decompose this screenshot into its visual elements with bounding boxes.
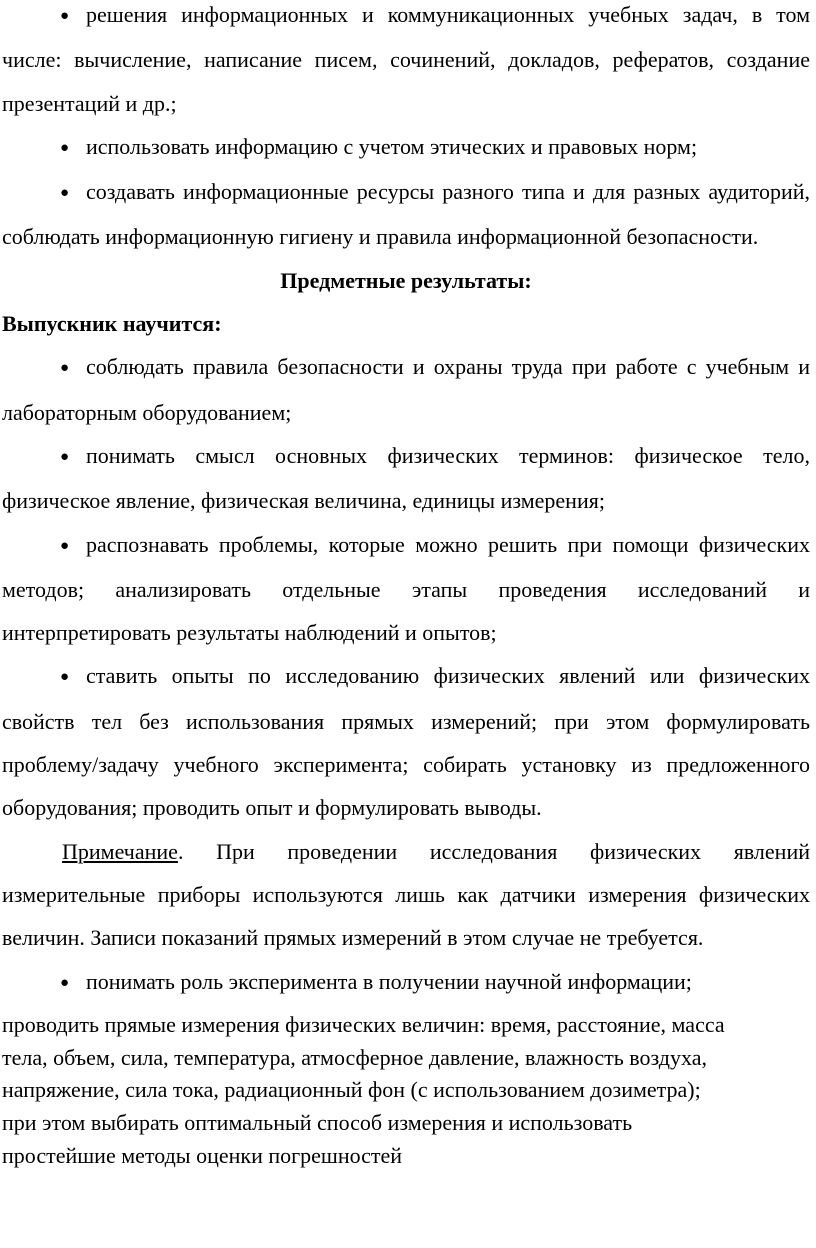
section-heading: Предметные результаты: [280,267,532,293]
bullet-dot-icon: ● [60,139,70,156]
list-item-text: понимать смысл основных физических терминов: физическое тело, физическое явление, физическая величина, единицы измерения; [2,442,810,514]
bullet-dot-icon: ● [60,185,70,202]
list-item [2,0,810,125]
closing-line: проводить прямые измерения физических величин: время, расстояние, масса [2,1011,725,1037]
bullet-dot-icon: ● [60,360,70,377]
list-item [2,125,810,170]
closing-line: тела, объем, сила, температура, атмосферное давление, влажность воздуха, [2,1044,707,1070]
list-item [2,170,810,259]
note-paragraph [2,830,810,960]
bullet-dot-icon: ● [60,669,70,686]
section-subheading: Выпускник научится: [2,311,222,337]
list-item-text: ставить опыты по исследованию физических явлений или физических свойств тел без использования прямых измерений; при этом формулировать проблему/задачу учебного эксперимента; собирать установку из предложенного оборудования; проводить опыт и формулировать выводы. [2,663,810,821]
closing-line: напряжение, сила тока, радиационный фон (с использованием дозиметра); [2,1077,701,1103]
bullet-dot-icon: ● [60,8,70,24]
list-item [2,654,810,829]
list-item [2,434,810,523]
list-item [2,960,810,1005]
list-item-text: понимать роль эксперимента в получении научной информации; [86,968,692,994]
bullet-dot-icon: ● [60,974,70,991]
note-label: Примечание [62,838,178,864]
bullet-dot-icon: ● [60,537,70,554]
closing-line: при этом выбирать оптимальный способ измерения и использовать [2,1109,633,1135]
list-item-text: использовать информацию с учетом этических и правовых норм; [86,133,698,159]
bullet-dot-icon: ● [60,448,70,465]
closing-paragraph [2,1005,810,1173]
list-item [2,345,810,434]
note-text: . При проведении исследования физических явлений измерительные приборы используются лишь как датчики измерения физических величин. Записи показаний прямых измерений в этом случае не требуется. [2,838,810,951]
list-item-text: распознавать проблемы, которые можно решить при помощи физических методов; анализировать отдельные этапы проведения исследований и интерпретировать результаты наблюдений и опытов; [2,531,810,646]
list-item-text: решения информационных и коммуникационных учебных задач, в том числе: вычисление, написание писем, сочинений, докладов, рефератов, создание презентаций и др.; [2,2,810,116]
closing-line: простейшие методы оценки погрешностей [2,1142,403,1168]
list-item-text: создавать информационные ресурсы разного типа и для разных аудиторий, соблюдать информационную гигиену и правила информационной безопасности. [2,179,810,250]
list-item-text: соблюдать правила безопасности и охраны труда при работе с учебным и лабораторным оборудованием; [2,354,810,425]
list-item [2,523,810,655]
